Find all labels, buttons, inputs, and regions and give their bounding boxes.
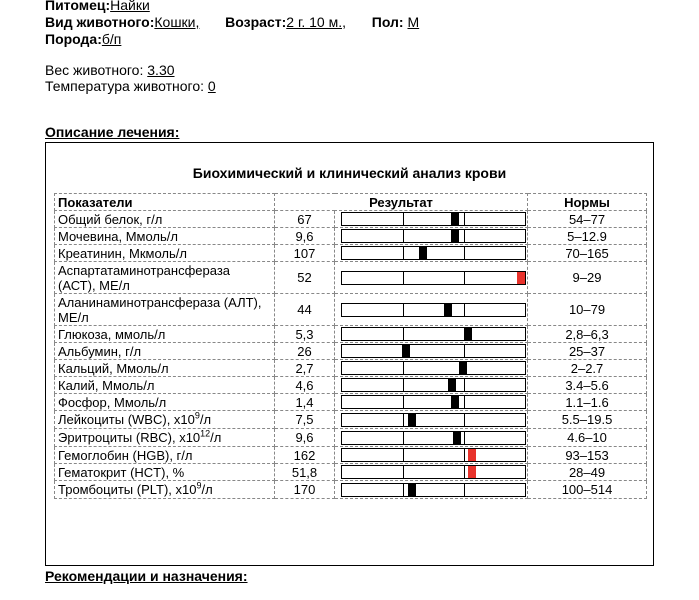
high-value-marker	[468, 449, 476, 461]
range-bar	[341, 431, 526, 445]
range-divider	[464, 414, 465, 426]
weight-line	[45, 62, 175, 78]
species-line	[45, 14, 419, 30]
indicator-name: Гематокрит (HCT), %	[55, 464, 275, 481]
result-value: 67	[275, 211, 335, 228]
table-row	[55, 326, 647, 343]
range-bar	[341, 327, 526, 341]
range-divider	[403, 379, 404, 391]
weight-label: Вес животного:	[45, 62, 144, 78]
reference-range: 93–153	[528, 447, 647, 464]
high-value-marker	[517, 272, 525, 284]
column-header-result: Результат	[275, 194, 528, 211]
range-divider	[403, 414, 404, 426]
indicator-name: Глюкоза, ммоль/л	[55, 326, 275, 343]
indicator-name: Эритроциты (RBC), $x10^{12}/л$	[55, 429, 275, 447]
range-divider	[464, 345, 465, 357]
indicator-name: Калий, Ммоль/л	[55, 377, 275, 394]
range-divider	[403, 213, 404, 225]
age-label: Возраст:	[225, 14, 287, 30]
result-value: 51,8	[275, 464, 335, 481]
high-value-marker	[468, 466, 476, 478]
age-value[interactable]: 2 г. 10 м.,	[286, 14, 346, 30]
table-row	[55, 360, 647, 377]
result-bar-cell	[335, 411, 528, 429]
indicator-name: Гемоглобин (HGB), г/л	[55, 447, 275, 464]
result-value: 162	[275, 447, 335, 464]
range-bar	[341, 448, 526, 462]
reference-range: 2,8–6,3	[528, 326, 647, 343]
value-marker	[444, 304, 452, 316]
recommendations-heading: Рекомендации и назначения:	[45, 568, 248, 584]
range-divider	[464, 449, 465, 461]
table-row	[55, 464, 647, 481]
result-value: 107	[275, 245, 335, 262]
temperature-label: Температура животного:	[45, 78, 205, 94]
analysis-box	[45, 142, 654, 566]
range-divider	[403, 272, 404, 284]
temperature-line	[45, 78, 216, 94]
treatment-heading: Описание лечения:	[45, 124, 180, 140]
range-divider	[403, 230, 404, 242]
analysis-title: Биохимический и клинический анализ крови	[192, 165, 507, 181]
range-divider	[464, 230, 465, 242]
reference-range: 1.1–1.6	[528, 394, 647, 411]
table-row	[55, 262, 647, 294]
reference-range: 4.6–10	[528, 429, 647, 447]
reference-range: 3.4–5.6	[528, 377, 647, 394]
range-divider	[403, 484, 404, 496]
reference-range: 9–29	[528, 262, 647, 294]
column-header-norm: Нормы	[528, 194, 647, 211]
range-bar	[341, 413, 526, 427]
table-row	[55, 343, 647, 360]
result-value: 4,6	[275, 377, 335, 394]
value-marker	[453, 432, 461, 444]
range-bar	[341, 344, 526, 358]
range-divider	[464, 272, 465, 284]
range-bar	[341, 465, 526, 479]
analysis-table	[54, 193, 647, 499]
range-divider	[464, 379, 465, 391]
reference-range: 2–2.7	[528, 360, 647, 377]
indicator-name: Лейкоциты (WBC), $x10^9/л$	[55, 411, 275, 429]
result-value: 44	[275, 294, 335, 326]
range-divider	[403, 449, 404, 461]
result-value: 5,3	[275, 326, 335, 343]
range-bar	[341, 212, 526, 226]
range-divider	[403, 432, 404, 444]
result-bar-cell	[335, 343, 528, 360]
value-marker	[451, 230, 459, 242]
table-header-row	[55, 194, 647, 211]
reference-range: 10–79	[528, 294, 647, 326]
table-row	[55, 447, 647, 464]
range-divider	[403, 247, 404, 259]
indicator-name: Креатинин, Mкмоль/л	[55, 245, 275, 262]
range-bar	[341, 303, 526, 317]
value-marker	[448, 379, 456, 391]
range-divider	[464, 213, 465, 225]
range-bar	[341, 395, 526, 409]
range-divider	[464, 247, 465, 259]
indicator-name: Тромбоциты (PLT), $x10^9/л$	[55, 481, 275, 499]
value-marker	[408, 414, 416, 426]
table-row	[55, 429, 647, 447]
result-value: 1,4	[275, 394, 335, 411]
sex-value[interactable]: М	[407, 14, 420, 30]
reference-range: 54–77	[528, 211, 647, 228]
result-bar-cell	[335, 360, 528, 377]
range-bar	[341, 361, 526, 375]
species-label: Вид животного:	[45, 14, 155, 30]
result-bar-cell	[335, 377, 528, 394]
value-marker	[408, 484, 416, 496]
unit-exponent: 9	[194, 410, 200, 421]
table-row	[55, 228, 647, 245]
temperature-value[interactable]: 0	[207, 78, 216, 94]
indicator-name: Кальций, Ммоль/л	[55, 360, 275, 377]
table-row	[55, 294, 647, 326]
result-value: 2,7	[275, 360, 335, 377]
range-divider	[403, 466, 404, 478]
result-value: 170	[275, 481, 335, 499]
result-bar-cell	[335, 394, 528, 411]
range-bar	[341, 229, 526, 243]
column-header-name: Показатели	[55, 194, 275, 211]
result-value: 7,5	[275, 411, 335, 429]
pet-line	[45, 0, 150, 13]
result-bar-cell	[335, 326, 528, 343]
result-bar-cell	[335, 245, 528, 262]
result-value: 9,6	[275, 228, 335, 245]
reference-range: 5.5–19.5	[528, 411, 647, 429]
range-divider	[403, 362, 404, 374]
result-value: 26	[275, 343, 335, 360]
value-marker	[419, 247, 427, 259]
indicator-name: Аспартатаминотрансфераза (АСТ), МЕ/л	[55, 262, 275, 294]
indicator-name: Фосфор, Ммоль/л	[55, 394, 275, 411]
reference-range: 28–49	[528, 464, 647, 481]
value-marker	[459, 362, 467, 374]
result-bar-cell	[335, 447, 528, 464]
range-divider	[464, 432, 465, 444]
range-divider	[464, 484, 465, 496]
indicator-name: Общий белок, г/л	[55, 211, 275, 228]
unit-exponent: 9	[196, 480, 202, 491]
range-divider	[403, 328, 404, 340]
table-row	[55, 411, 647, 429]
reference-range: 25–37	[528, 343, 647, 360]
result-bar-cell	[335, 262, 528, 294]
pet-label: Питомец:	[45, 0, 111, 13]
breed-value[interactable]: б/п	[101, 31, 122, 47]
value-marker	[451, 213, 459, 225]
table-row	[55, 245, 647, 262]
result-bar-cell	[335, 211, 528, 228]
table-row	[55, 211, 647, 228]
range-bar	[341, 378, 526, 392]
result-bar-cell	[335, 464, 528, 481]
range-divider	[403, 304, 404, 316]
pet-name-link[interactable]: Найки	[110, 0, 150, 13]
indicator-name: Альбумин, г/л	[55, 343, 275, 360]
unit-exponent: 12	[200, 428, 211, 439]
result-bar-cell	[335, 429, 528, 447]
reference-range: 70–165	[528, 245, 647, 262]
range-divider	[464, 304, 465, 316]
result-value: 9,6	[275, 429, 335, 447]
result-bar-cell	[335, 294, 528, 326]
indicator-name: Мочевина, Ммоль/л	[55, 228, 275, 245]
result-value: 52	[275, 262, 335, 294]
reference-range: 5–12.9	[528, 228, 647, 245]
value-marker	[402, 345, 410, 357]
range-divider	[464, 396, 465, 408]
value-marker	[464, 328, 472, 340]
value-marker	[451, 396, 459, 408]
range-divider	[464, 466, 465, 478]
table-row	[55, 481, 647, 499]
range-bar	[341, 246, 526, 260]
indicator-name: Аланинаминотрансфераза (АЛТ), МЕ/л	[55, 294, 275, 326]
breed-line	[45, 31, 121, 47]
weight-value[interactable]: 3.30	[147, 62, 175, 78]
sex-label: Пол:	[371, 14, 404, 30]
result-bar-cell	[335, 481, 528, 499]
species-value[interactable]: Кошки,	[154, 14, 200, 30]
range-bar	[341, 271, 526, 285]
breed-label: Порода:	[45, 31, 102, 47]
table-row	[55, 377, 647, 394]
reference-range: 100–514	[528, 481, 647, 499]
range-bar	[341, 483, 526, 497]
range-divider	[403, 396, 404, 408]
table-row	[55, 394, 647, 411]
result-bar-cell	[335, 228, 528, 245]
